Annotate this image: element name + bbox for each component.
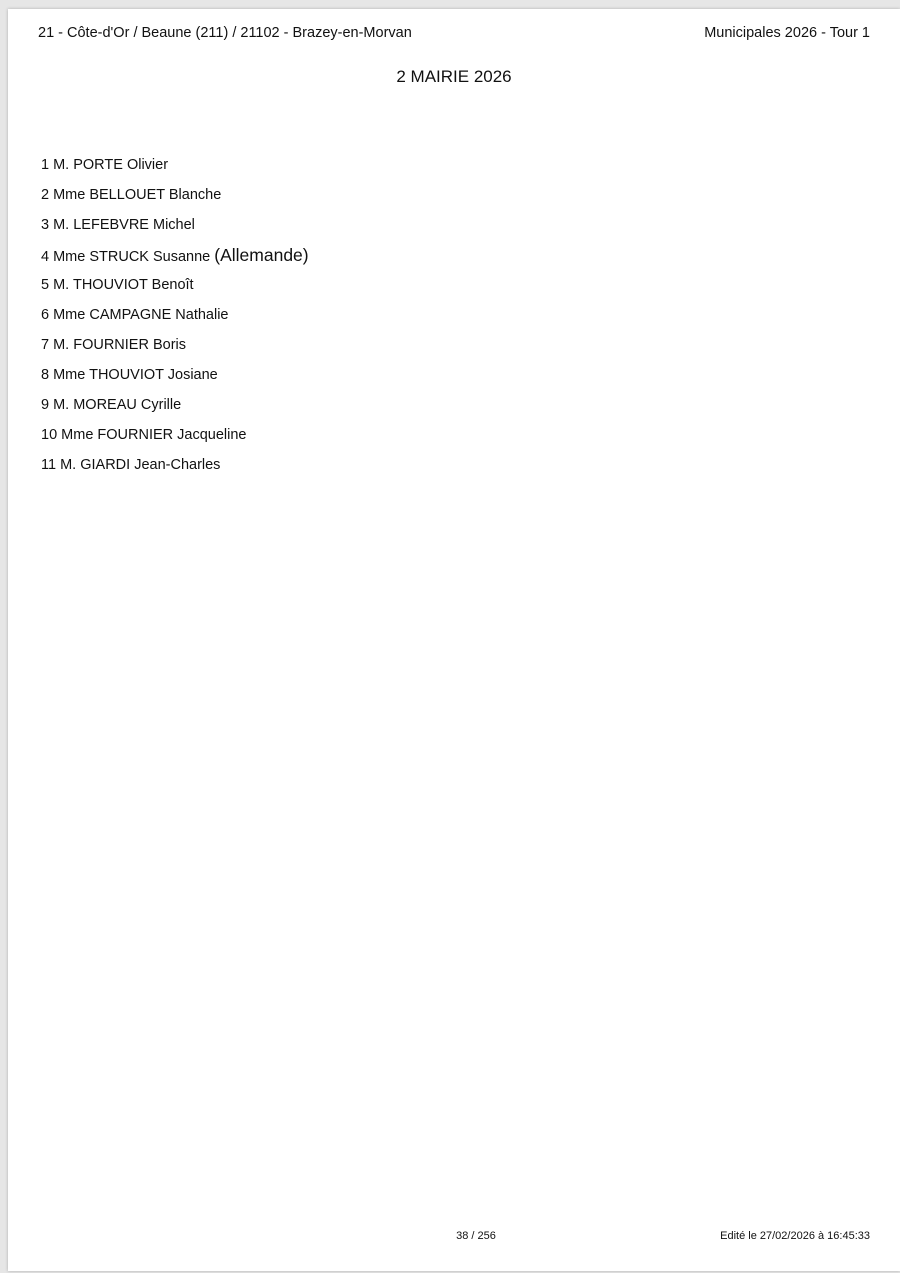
candidate-item: [41, 246, 309, 276]
candidate-name: 4 Mme STRUCK Susanne: [41, 249, 211, 265]
candidate-item: [41, 426, 309, 456]
page-number: 38 / 256: [456, 1230, 496, 1242]
candidate-name: 7 M. FOURNIER Boris: [41, 337, 187, 353]
document-page: [8, 9, 900, 1271]
candidate-name: 8 Mme THOUVIOT Josiane: [41, 367, 218, 383]
candidate-item: [41, 156, 309, 186]
candidate-name: 10 Mme FOURNIER Jacqueline: [41, 427, 247, 443]
candidate-item: [41, 366, 309, 396]
candidate-item: [41, 456, 309, 486]
candidate-name: 9 M. MOREAU Cyrille: [41, 397, 182, 413]
header-election: Municipales 2026 - Tour 1: [704, 25, 870, 41]
candidate-item: [41, 186, 309, 216]
candidate-item: [41, 396, 309, 426]
header-location: 21 - Côte-d'Or / Beaune (211) / 21102 - Brazey-en-Morvan: [38, 25, 412, 41]
list-title: 2 MAIRIE 2026: [396, 67, 512, 86]
candidate-list: [41, 156, 309, 486]
candidate-item: [41, 216, 309, 246]
candidate-name: 11 M. GIARDI Jean-Charles: [41, 457, 221, 473]
candidate-item: [41, 276, 309, 306]
candidate-item: [41, 306, 309, 336]
candidate-name: 3 M. LEFEBVRE Michel: [41, 217, 195, 233]
candidate-item: [41, 336, 309, 366]
candidate-name: 6 Mme CAMPAGNE Nathalie: [41, 307, 229, 323]
candidate-name: 2 Mme BELLOUET Blanche: [41, 187, 222, 203]
candidate-name: 1 M. PORTE Olivier: [41, 157, 169, 173]
candidate-name: 5 M. THOUVIOT Benoît: [41, 277, 194, 293]
candidate-nationality: (Allemande): [214, 245, 309, 265]
edit-timestamp: Edité le 27/02/2026 à 16:45:33: [720, 1230, 870, 1242]
